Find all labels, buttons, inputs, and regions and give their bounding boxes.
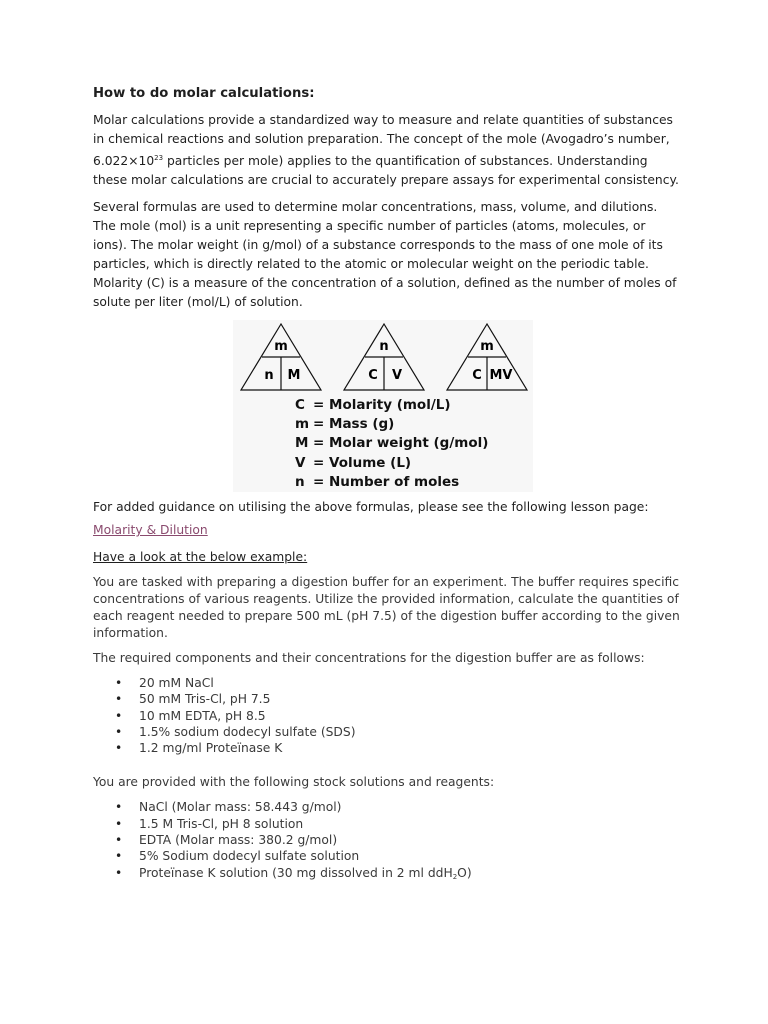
components-list: [93, 675, 683, 756]
stock-last-text: Proteïnase K solution (30 mg dissolved in 2 ml ddH: [139, 865, 453, 880]
list-item: • 1.2 mg/ml Proteïnase K: [93, 740, 683, 756]
stock-intro: You are provided with the following stock solutions and reagents:: [93, 775, 495, 790]
legend-text: = Molarity (mol/L): [313, 397, 451, 413]
list-item: • 1.5% sodium dodecyl sulfate (SDS): [93, 724, 683, 740]
guidance-text: For added guidance on utilising the above formulas, please see the following lesson page:: [93, 500, 649, 514]
legend-row-moles: [295, 473, 488, 492]
triangle-n-C-V: [344, 324, 424, 390]
formulas-paragraph: Several formulas are used to determine molar concentrations, mass, volume, and dilutions. The mole (mol) is a unit representing a specific number of particles (atoms, molecules, or ions). The molar weight (in g/mol) of a substance corresponds to the mass of one mole of its particles, which is directly related to the atomic or molecular weight on the periodic table. Molarity (C) is a measure of the concentration of a solution, defined as the number of moles of solute per liter (mol/L) of solution.: [93, 200, 677, 309]
legend-text: = Volume (L): [313, 454, 412, 471]
triangle-m-C-MV: [447, 324, 527, 390]
subscript: 2: [452, 872, 458, 881]
triangle-top: m: [274, 339, 288, 354]
list-item: • 1.5 M Tris-Cl, pH 8 solution: [93, 816, 683, 832]
intro-text-a: Molar calculations provide a standardized way to measure and relate quantities of substances in chemical reactions and solution preparation. The concept of the mole (Avogadro’s number, 6.022×10: [93, 113, 673, 168]
triangle-right: M: [287, 368, 301, 383]
formula-triangles-figure: [233, 320, 533, 492]
list-item: • EDTA (Molar mass: 380.2 g/mol): [93, 832, 683, 848]
list-item: • 20 mM NaCl: [93, 675, 683, 691]
triangle-left: C: [368, 368, 378, 383]
triangle-left: n: [264, 368, 274, 383]
triangle-m-n-M: [241, 324, 321, 390]
components-intro: The required components and their concentrations for the digestion buffer are as follows:: [93, 651, 645, 665]
list-item: • 50 mM Tris-Cl, pH 7.5: [93, 691, 683, 707]
legend-row-molarity: [295, 396, 488, 415]
intro-paragraph: [93, 111, 683, 190]
triangle-top: m: [480, 339, 494, 354]
document-page: [93, 86, 683, 895]
triangle-left: C: [472, 368, 482, 383]
molarity-dilution-link[interactable]: Molarity & Dilution: [93, 523, 208, 537]
triangle-right: MV: [489, 368, 513, 383]
triangle-right: V: [391, 368, 403, 383]
task-paragraph: You are tasked with preparing a digestion buffer for an experiment. The buffer requires specific concentrations of various reagents. Utilize the provided information, calculate the quantities of each reagent needed to prepare 500 mL (pH 7.5) of the digestion buffer according to the given information.: [93, 575, 680, 640]
legend-symbol: V: [295, 454, 306, 471]
legend-row-molar-weight: [295, 434, 488, 453]
formula-legend: [295, 396, 488, 492]
legend-row-mass: [295, 415, 488, 434]
legend-text: = Molar weight (g/mol): [313, 435, 489, 452]
list-item: • 10 mM EDTA, pH 8.5: [93, 708, 683, 724]
list-item: • 5% Sodium dodecyl sulfate solution: [93, 848, 683, 864]
legend-symbol: C: [295, 397, 305, 413]
stock-last-end: O): [457, 865, 472, 880]
list-item: [93, 865, 683, 885]
example-heading: Have a look at the below example:: [93, 550, 308, 564]
legend-row-volume: [295, 454, 488, 473]
legend-symbol: M: [295, 435, 309, 452]
triangle-top: n: [379, 339, 389, 354]
page-title: How to do molar calculations:: [93, 86, 315, 101]
exponent: 23: [154, 154, 164, 162]
intro-text-b: particles per mole) applies to the quantification of substances. Understanding these molar calculations are crucial to accurately prepare assays for experimental consistency.: [93, 154, 679, 187]
legend-text: = Mass (g): [313, 416, 395, 433]
stock-list: [93, 799, 683, 884]
legend-symbol: n: [295, 473, 305, 490]
legend-text: = Number of moles: [313, 473, 460, 490]
list-item: • NaCl (Molar mass: 58.443 g/mol): [93, 799, 683, 815]
legend-symbol: m: [295, 416, 310, 433]
